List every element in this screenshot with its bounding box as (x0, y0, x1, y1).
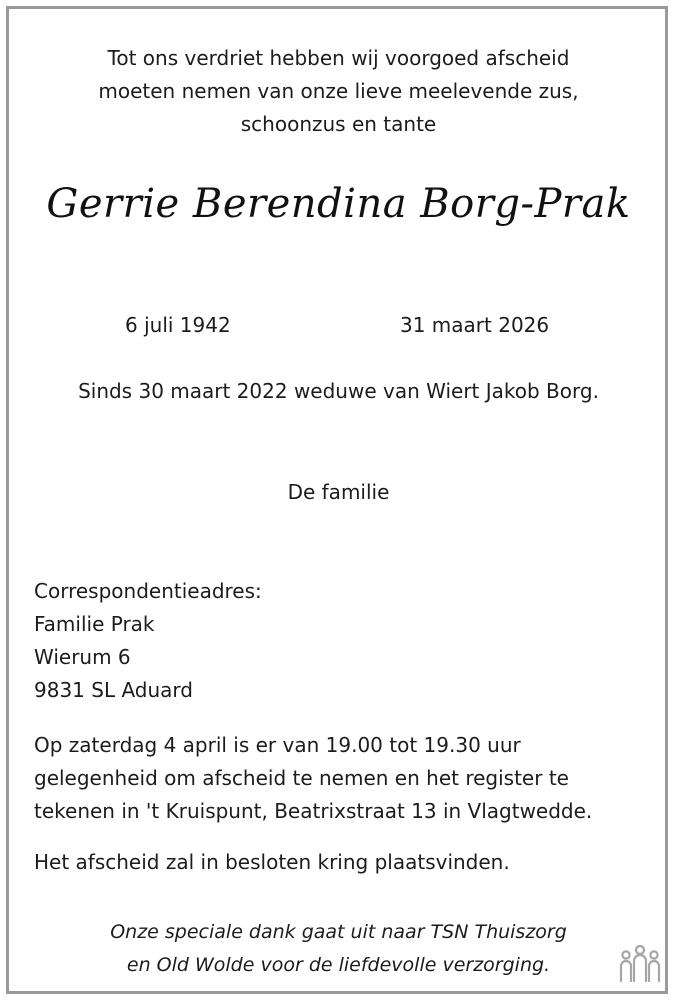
visit-line: Op zaterdag 4 april is er van 19.00 tot 19.30 uur (34, 733, 521, 757)
deceased-name: Gerrie Berendina Borg-Prak (46, 181, 631, 227)
address-line: 9831 SL Aduard (34, 678, 193, 702)
birth-date: 6 juli 1942 (125, 313, 231, 337)
intro-line: schoonzus en tante (240, 112, 437, 136)
widow-line: Sinds 30 maart 2022 weduwe van Wiert Jakob Borg. (78, 379, 599, 403)
thanks-line: Onze speciale dank gaat uit naar TSN Thuiszorg (110, 921, 567, 943)
address-line: Familie Prak (34, 612, 155, 636)
correspondence-address (34, 575, 262, 707)
private-farewell: Het afscheid zal in besloten kring plaatsvinden. (34, 850, 510, 874)
visit-line: gelegenheid om afscheid te nemen en het register te (34, 766, 569, 790)
thanks-note (0, 916, 677, 982)
address-line: Wierum 6 (34, 645, 131, 669)
visitation-info (34, 729, 592, 828)
intro-line: moeten nemen van onze lieve meelevende zus, (98, 79, 579, 103)
address-line: Correspondentieadres: (34, 579, 262, 603)
visit-line: tekenen in 't Kruispunt, Beatrixstraat 13 in Vlagtwedde. (34, 799, 593, 823)
family-signature: De familie (287, 480, 390, 504)
intro-line: Tot ons verdriet hebben wij voorgoed afscheid (107, 46, 570, 70)
thanks-line: en Old Wolde voor de liefdevolle verzorging. (126, 954, 551, 976)
death-date: 31 maart 2026 (400, 313, 550, 337)
intro-text (0, 42, 677, 141)
family-figures-icon (617, 944, 663, 984)
